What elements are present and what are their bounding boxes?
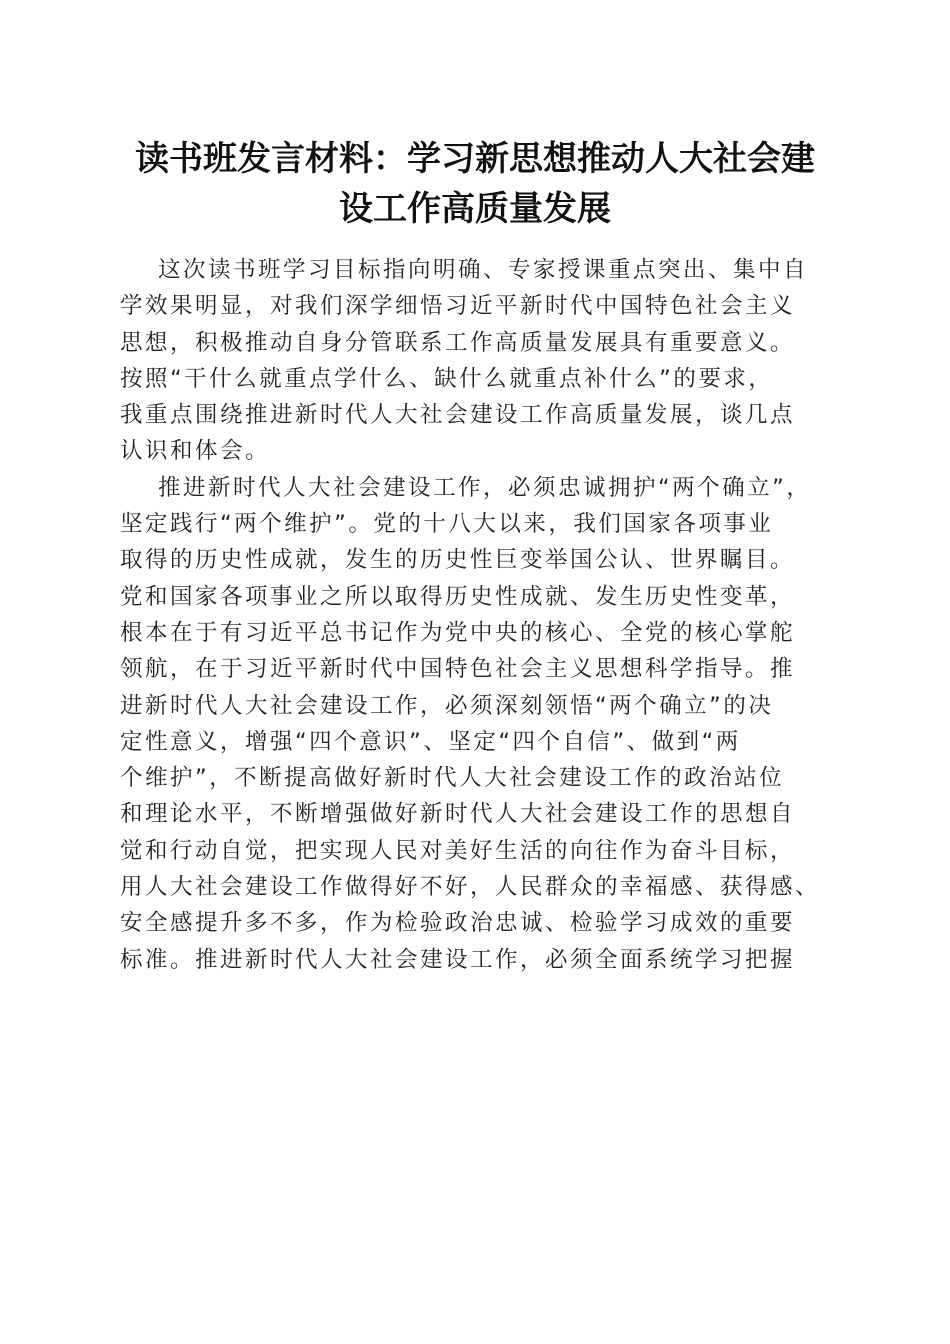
body-text-line: 个维护”，不断提高做好新时代人大社会建设工作的政治站位 (120, 765, 785, 792)
body-text-line: 取得的历史性成就，发生的历史性巨变举国公认、世界瞩目。 (120, 547, 796, 574)
document-body (0, 252, 950, 978)
body-text-line: 推进新时代人大社会建设工作，必须忠诚拥护“两个确立”， (158, 474, 812, 501)
body-text-line: 这次读书班学习目标指向明确、专家授课重点突出、集中自 (158, 257, 809, 283)
body-text-line: 觉和行动自觉，把实现人民对美好生活的向往作为奋斗目标， (120, 837, 796, 864)
body-text-line: 按照“干什么就重点学什么、缺什么就重点补什么”的要求， (120, 365, 774, 392)
title-line-2: 设工作高质量发展 (339, 189, 611, 229)
body-text-line: 标准。推进新时代人大社会建设工作，必须全面系统学习把握 (120, 946, 796, 973)
body-text-line: 用人大社会建设工作做得好不好，人民群众的幸福感、获得感、 (120, 874, 821, 901)
body-text-line: 我重点围绕推进新时代人大社会建设工作高质量发展，谈几点 (120, 402, 796, 429)
body-text-line: 思想，积极推动自身分管联系工作高质量发展具有重要意义。 (120, 329, 796, 356)
body-text-line: 党和国家各项事业之所以取得历史性成就、发生历史性变革， (120, 583, 796, 610)
body-text-line: 进新时代人大社会建设工作，必须深刻领悟“两个确立”的决 (120, 692, 774, 719)
body-text-line: 和理论水平，不断增强做好新时代人大社会建设工作的思想自 (120, 801, 796, 828)
body-text-line: 认识和体会。 (120, 438, 271, 465)
body-text-line: 定性意义，增强“四个意识”、坚定“四个自信”、做到“两 (120, 728, 741, 755)
document-title (110, 134, 840, 234)
body-text-line: 领航，在于习近平新时代中国特色社会主义思想科学指导。推 (120, 656, 796, 683)
body-text-line: 坚定践行“两个维护”。党的十八大以来，我们国家各项事业 (120, 511, 774, 538)
title-line-1: 读书班发言材料：学习新思想推动人大社会建 (135, 139, 815, 179)
body-text-line: 安全感提升多不多，作为检验政治忠诚、检验学习成效的重要 (120, 910, 796, 937)
body-text-line: 根本在于有习近平总书记作为党中央的核心、全党的核心掌舵 (120, 619, 796, 646)
body-text-line: 学效果明显，对我们深学细悟习近平新时代中国特色社会主义 (120, 293, 796, 320)
